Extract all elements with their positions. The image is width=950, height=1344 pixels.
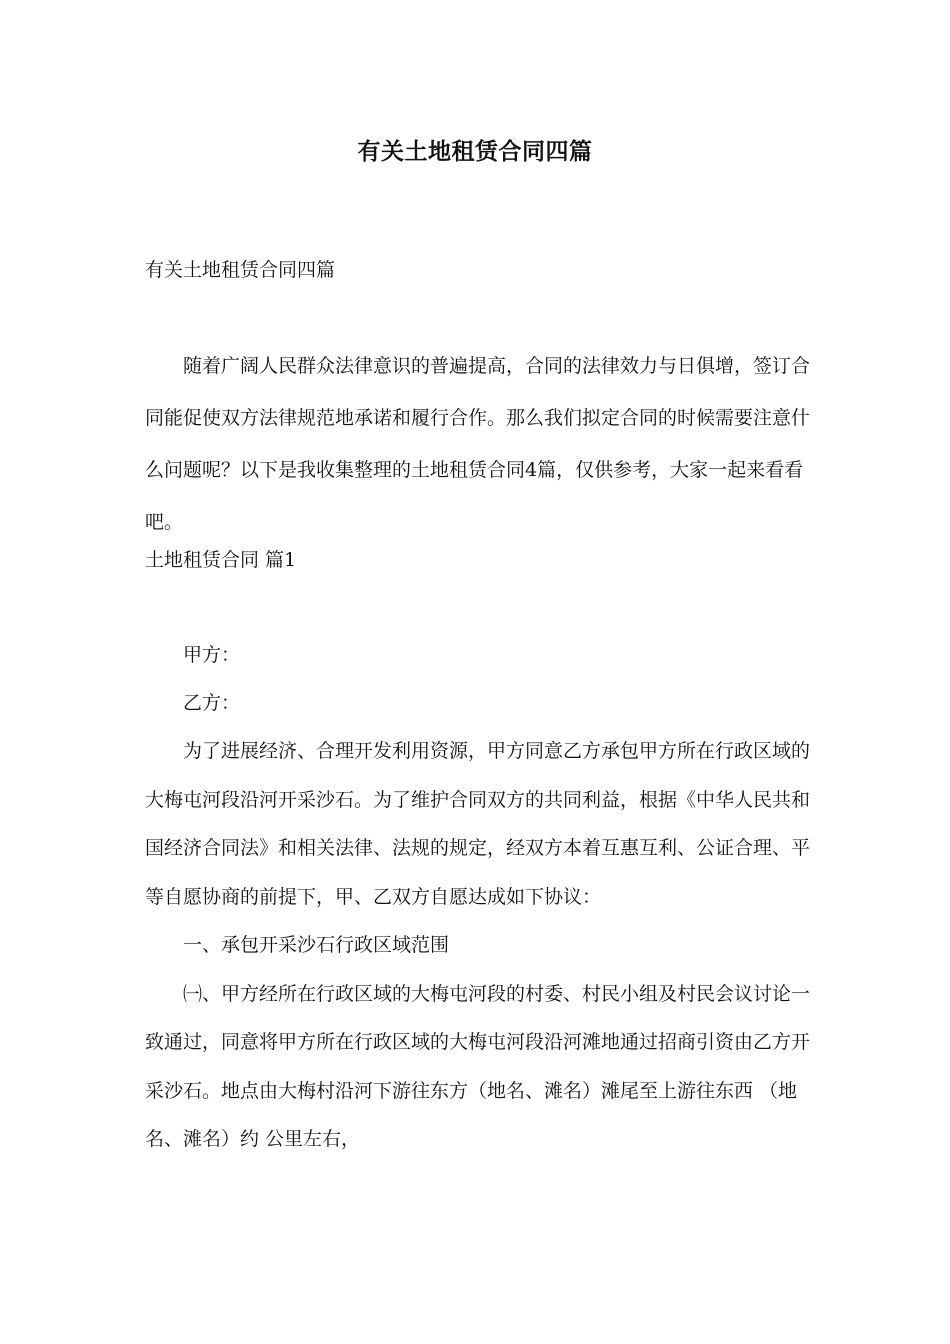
clause-item-paragraph: ㈠、甲方经所在行政区域的大梅屯河段的村委、村民小组及村民会议讨论一致通过，同意将甲方所在行政区域的大梅屯河段沿河滩地通过招商引资由乙方开采沙石。地点由大梅村沿河下游往东方（地名、滩名）滩尾至上游往东西 （地名、滩名）约 公里左右， (145, 982, 811, 1150)
document-title: 有关土地租赁合同四篇 (357, 139, 593, 165)
contract-body (145, 631, 810, 1164)
document-subtitle: 有关土地租赁合同四篇 (145, 259, 336, 281)
clause-heading: 一、承包开采沙石行政区域范围 (183, 934, 450, 956)
section-heading: 土地租赁合同 篇1 (145, 549, 297, 571)
intro-paragraph: 随着广阔人民群众法律意识的普遍提高，合同的法律效力与日俱增，签订合同能促使双方法律规范地承诺和履行合作。那么我们拟定合同的时候需要注意什么问题呢？以下是我收集整理的土地租赁合同4篇，仅供参考，大家一起来看看吧。 (145, 355, 811, 533)
party-b-line: 乙方： (183, 692, 241, 714)
party-a-line: 甲方： (183, 644, 241, 666)
preamble-paragraph: 为了进展经济、合理开发利用资源，甲方同意乙方承包甲方所在行政区域的大梅屯河段沿河开采沙石。为了维护合同双方的共同利益，根据《中华人民共和国经济合同法》和相关法律、法规的规定，经双方本着互惠互利、公证合理、平等自愿协商的前提下，甲、乙双方自愿达成如下协议： (145, 740, 811, 908)
